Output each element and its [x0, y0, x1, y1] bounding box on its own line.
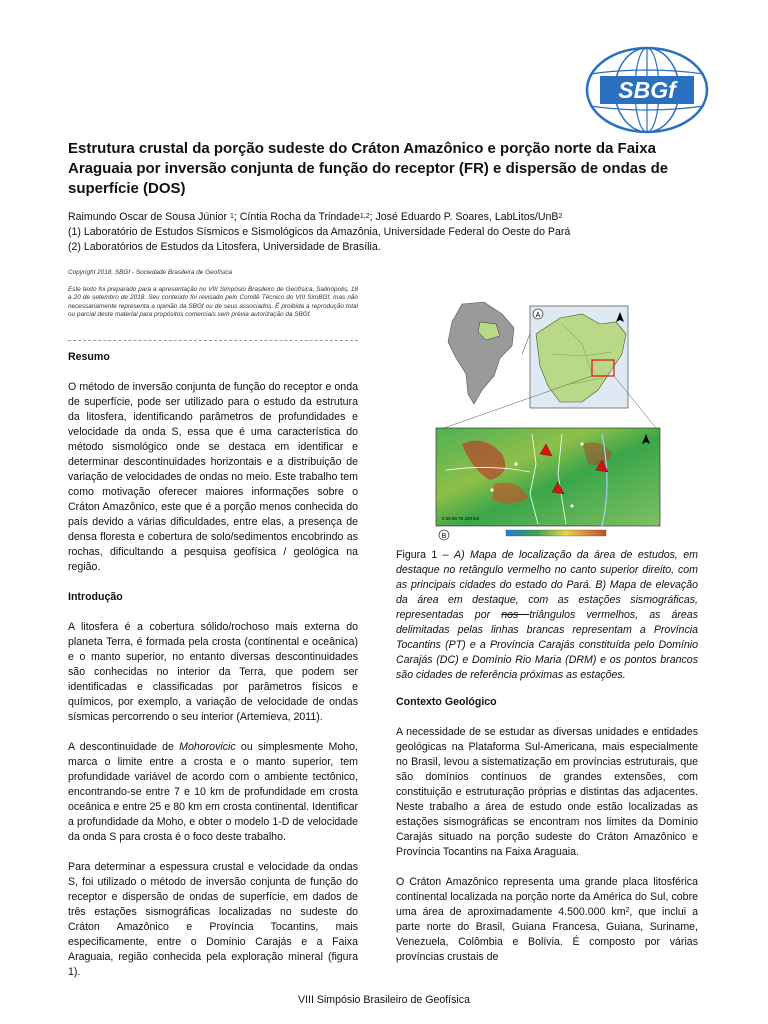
contexto-p2-text-a: O Cráton Amazônico representa uma grande placa litosférica continental localizada na porção norte da América do Sul, cobre uma área de aproximadamente 4.500.000 km [396, 876, 698, 918]
intro-paragraph-2 [68, 740, 358, 845]
resumo-heading: Resumo [68, 351, 110, 363]
figure-1-caption [396, 548, 698, 683]
author-line [68, 210, 708, 225]
right-column [396, 695, 698, 980]
caption-text-a: A) Mapa de localização da área de estudos, em destaque no retângulo vermelho no canto superior direito, com as principais cidades do estado do Pará. B) Mapa de elevação da área em destaque, com as estações sismográficas, representadas por [396, 549, 698, 621]
disclaimer-note: Este texto foi preparado para a apresentação no VIII Simpósio Brasileiro de Geofísica, Salinópolis, 18 a 20 de setembro de 2018. Seu conteúdo foi revisado pelo Comitê Técnico do VIII SimBGf, mas não necessariamente representa a opinião da SBGf ou de seus associados. É proibida a reprodução total ou parcial deste material para propósitos comerciais sem prévia autorização da SBGf. [68, 286, 358, 319]
author-2-affil: 1,2 [359, 213, 370, 220]
intro-p2-text-b: ou simplesmente Moho, marca o limite entre a crosta e o manto superior, tem profundidade variável de acordo com o ambiente tectônico, encontrando-se entre 7 e 10 km de profundidade em crosta oceânica e entre 25 e 80 km em crosta continental. Identificar a profundidade da Moho, e obter o modelo 1-D de velocidade da onda S para crosta é o foco deste trabalho. [68, 741, 358, 843]
logo-text: SBGf [618, 77, 676, 103]
caption-struck-text: nos [501, 609, 530, 621]
scale-label: 0 25 50 75 100 km [442, 516, 480, 521]
panel-b-elevation [436, 428, 660, 540]
intro-paragraph-3: Para determinar a espessura crustal e velocidade da ondas S, foi utilizado o método de inversão conjunta de função do receptor e dispersão de ondas de superfície, em dados de três estações sismográficas localizadas no sudeste do Cráton Amazônico e Província Tocantins, mais especificamente, entre o Domínio Carajás e a Faixa Araguaia, região conhecida pela exploração mineral (figura 1). [68, 861, 358, 978]
caption-text-b: triângulos vermelhos, as áreas delimitadas pelas linhas brancas representam a Província Tocantins (PT) e a Província Carajás constituída pelo Domínio Carajás (DC) e Domínio Rio Maria (DRM) e os pontos brancos são cidades de referência próximas as estações. [396, 609, 698, 681]
panel-a-label: A [535, 312, 541, 319]
contexto-heading: Contexto Geológico [396, 696, 497, 708]
resumo-paragraph: O método de inversão conjunta de função do receptor e onda de superfície, pode ser utilizado para o estudo da estrutura da litosfera, identificando parâmetros de profundidades e velocidade da onda S, essa que é uma característica do método sismológico onde se destaca em identificar e determinar descontinuidades horizontais e a distribuição de variação de velocidades de ondas no meio. Este trabalho tem como motivação oferecer maiores informações sobre o Cráton Amazônico, este que é a porção menos conhecida do país devido a várias dificuldades, entre elas, a presença de densa floresta e cobertura de solo/sedimentos encobrindo as rochas, dificultando a pesquisa geofísica / geológica na região. [68, 381, 358, 573]
author-2: ; Cíntia Rocha da Trindade [233, 211, 360, 223]
author-1: Raimundo Oscar de Sousa Júnior [68, 211, 230, 223]
intro-heading: Introdução [68, 591, 123, 603]
contexto-paragraph-2 [396, 875, 698, 965]
left-column [68, 350, 358, 995]
author-3: ; José Eduardo P. Soares, LabLitos/UnB [369, 211, 559, 223]
contexto-p2-sup: 2 [625, 907, 630, 914]
panel-a-locator [432, 300, 656, 428]
caption-label: Figura 1 – [396, 549, 454, 561]
copyright-note: Copyright 2018, SBGf - Sociedade Brasileira de Geofísica [68, 269, 233, 276]
page-footer: VIII Simpósio Brasileiro de Geofísica [298, 994, 470, 1006]
intro-p2-text-a: A descontinuidade de [68, 741, 180, 753]
author-1-affil: 1 [229, 213, 234, 220]
intro-p2-emphasis: Mohorovicic [179, 741, 236, 753]
authors-block [68, 210, 708, 255]
elevation-color-scale [506, 530, 606, 536]
sbgf-logo [582, 44, 712, 136]
affiliation-1: (1) Laboratório de Estudos Sísmicos e Sismológicos da Amazônia, Universidade Federal do Oeste do Pará [68, 226, 571, 238]
author-3-affil: 2 [558, 213, 563, 220]
contexto-paragraph-1: A necessidade de se estudar as diversas unidades e entidades geológicas na Plataforma Sul-Americana, mais especialmente no Brasil, levou a sistematização em províncias estruturais, que são domínios contínuos de grandes extensões, com constituição e estruturação próprias e distintas das adjacentes. Neste trabalho a área de estudo onde estão localizadas as estações sismográficas se encontram nos limites da Domínio Carajás situado na porção sudeste do Cráton Amazônico e Província Tocantins na Faixa Araguaia. [396, 726, 698, 858]
intro-paragraph-1: A litosfera é a cobertura sólido/rochoso mais externa do planeta Terra, é formada pela crosta (continental e oceânica) e o manto superior, no entanto diversas descontinuidades são conhecidas no interior da Terra, que podem ser identificadas e classificadas por parâmetros físicos e químicos, por exemplo, a variação de velocidade de ondas sísmicas percorrendo o seu interior (Artemieva, 2011). [68, 621, 358, 723]
contexto-p2-text-b: , que inclui a parte norte do Brasil, Guiana Francesa, Guiana, Suriname, Venezuela, Colômbia e Bolívia. É composto por várias províncias crustais de [396, 906, 698, 963]
note-divider [68, 340, 358, 341]
figure-1-maps [432, 294, 666, 544]
paper-title: Estrutura crustal da porção sudeste do Cráton Amazônico e porção norte da Faixa Araguaia por inversão conjunta de função do receptor (FR) e dispersão de ondas de superfície (DOS) [68, 140, 669, 197]
panel-b-label: B [441, 533, 447, 540]
affiliation-2: (2) Laboratórios de Estudos da Litosfera, Universidade de Brasília. [68, 241, 381, 253]
